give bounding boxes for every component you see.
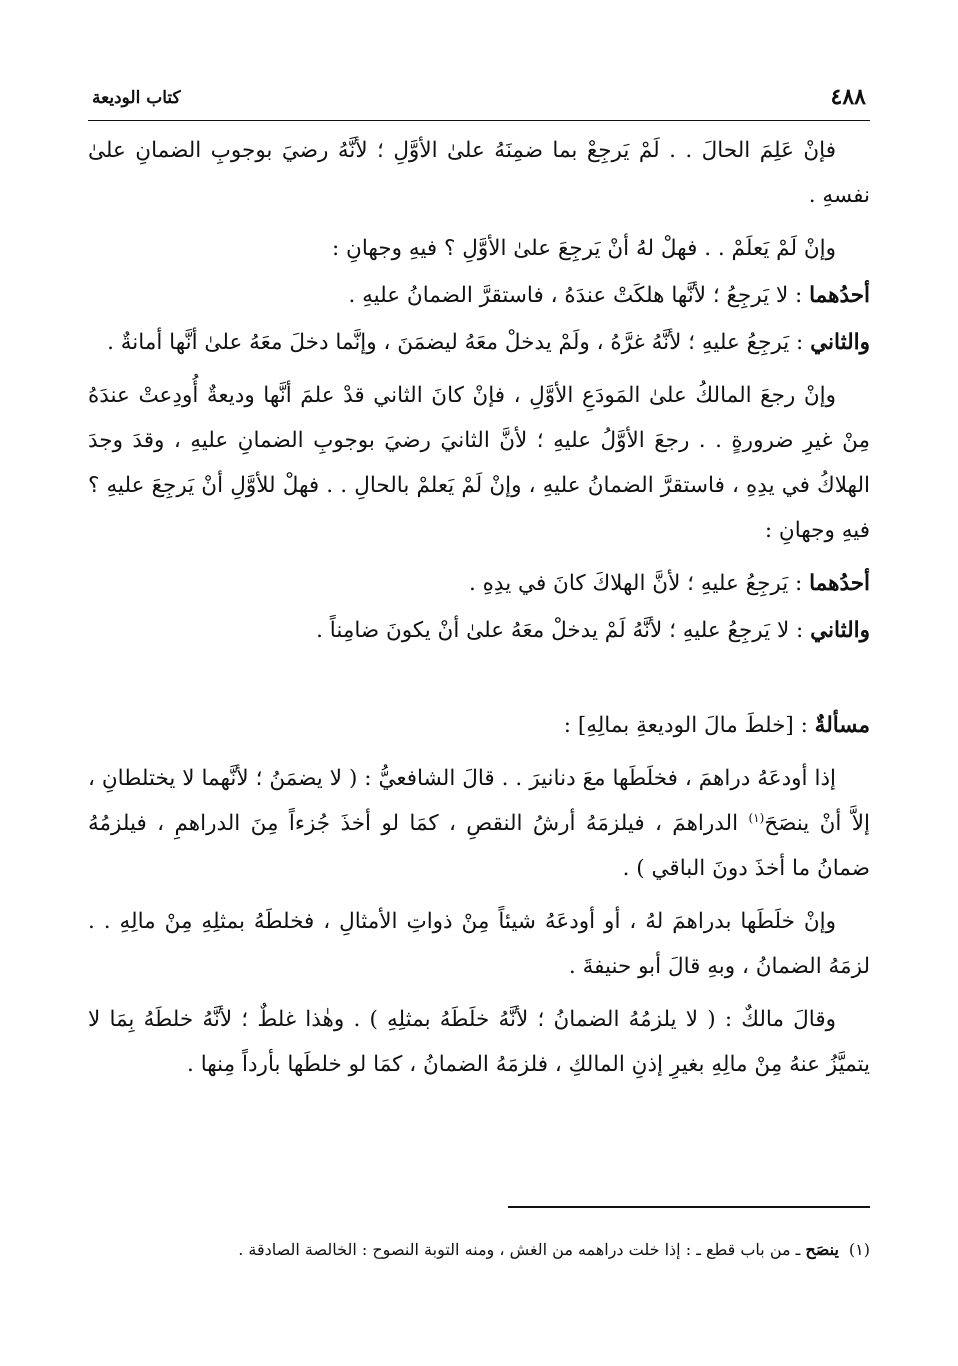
footnote-text: ـ من باب قطع ـ : إذا خلت دراهمه من الغش ، ومنه التوبة النصوح : الخالصة الصادقة . xyxy=(238,1240,806,1259)
paragraph: وإنْ لَمْ يَعلَمْ . . فهلْ لهُ أنْ يَرجِعَ علىٰ الأوَّلِ ؟ فيهِ وجهانِ : xyxy=(331,236,836,261)
paragraph: أحدُهما : لا يَرجِعُ ؛ لأنَّها هلكَتْ عندَهُ ، فاستقرَّ الضمانُ عليهِ . xyxy=(348,283,870,308)
book-title: كتاب الوديعة xyxy=(92,88,181,108)
footnote-term: ينصَح xyxy=(805,1240,839,1259)
footnote xyxy=(88,1232,870,1267)
masala-label: مسألةٌ xyxy=(814,713,870,738)
paragraph: والثاني : لا يَرجِعُ عليهِ ؛ لأنَّهُ لَمْ يدخلْ معَهُ علىٰ أنْ يكونَ ضامِناً . xyxy=(316,618,870,643)
paragraph-lead: أحدُهما xyxy=(809,283,870,308)
paragraph-lead: والثاني xyxy=(810,618,870,643)
paragraph: أحدُهما : يَرجِعُ عليهِ ؛ لأنَّ الهلاكَ كانَ في يدِهِ . xyxy=(468,571,870,596)
paragraph: إذا أودعَهُ دراهمَ ، فخلَطَها معَ دنانيرَ . . قالَ الشافعيُّ : ( لا يضمَنُ ؛ لأنَّهما لا يختلطانِ ، إلاَّ أنْ ينصَحَ$^{(١)}$ الدراهمَ ، فيلزمَهُ أرشُ النقصِ ، كمَا لو أخذَ جُزءاً مِنَ الدراهمِ ، فيلزمُهُ ضمانُ ما أخذَ دونَ الباقي ) . xyxy=(88,766,870,881)
paragraph: فإنْ عَلِمَ الحالَ . . لَمْ يَرجِعْ بما ضمِنَهُ علىٰ الأوَّلِ ؛ لأنَّهُ رضيَ بوجوبِ الضمانِ علىٰ نفسهِ . xyxy=(88,138,870,208)
paragraph: وقالَ مالكٌ : ( لا يلزمُهُ الضمانُ ؛ لأنَّهُ خلَطَهُ بمثلِهِ ) . وهٰذا غلطٌ ؛ لأنَّهُ خلطَهُ بِمَا لا يتميَّزُ عنهُ مِنْ مالِهِ بغيرِ إذنِ المالكِ ، فلزمَهُ الضمانُ ، كمَا لو خلطَها بأرداً مِنها . xyxy=(88,1007,870,1077)
footnote-number: (١) xyxy=(848,1240,870,1259)
paragraph-lead: والثاني xyxy=(810,330,870,355)
paragraph: وإنْ خلَطَها بدراهمَ لهُ ، أو أودعَهُ شيئاً مِنْ ذواتِ الأمثالِ ، فخلطَهُ بمثلِهِ مِنْ مالِهِ . . لزمَهُ الضمانُ ، وبهِ قالَ أبو حنيفةَ . xyxy=(88,909,870,979)
page-number: ٤٨٨ xyxy=(830,84,866,110)
section-gap xyxy=(88,661,870,703)
paragraph: وإنْ رجعَ المالكُ علىٰ المَودَعِ الأوَّلِ ، فإنْ كانَ الثاني قدْ علمَ أنَّها وديعةٌ أُودِعتْ عندَهُ مِنْ غيرِ ضرورةٍ . . رجعَ الأوَّلُ عليهِ ؛ لأنَّ الثانيَ رضيَ بوجوبِ الضمانِ عليهِ ، وقدَ وجدَ الهلاكُ في يدِهِ ، فاستقرَّ الضمانُ عليهِ ، وإنْ لَمْ يَعلمْ بالحالِ . . فهلْ للأوَّلِ أنْ يَرجِعَ عليهِ ؟ فيهِ وجهانِ : xyxy=(88,383,870,543)
section-heading xyxy=(88,703,870,748)
paragraph: والثاني : يَرجِعُ عليهِ ؛ لأنَّهُ غرَّهُ ، ولَمْ يدخلْ معَهُ ليضمَنَ ، وإنَّما دخلَ معَهُ علىٰ أنَّها أمانةٌ . xyxy=(107,330,870,355)
page-header xyxy=(88,80,870,121)
paragraph-lead: أحدُهما xyxy=(809,571,870,596)
section-title: : [خلطَ مالَ الوديعةِ بمالِهِ] : xyxy=(563,713,815,738)
main-text xyxy=(88,128,870,1095)
footnote-separator xyxy=(508,1206,870,1208)
footnote-reference: (١) xyxy=(748,810,765,825)
